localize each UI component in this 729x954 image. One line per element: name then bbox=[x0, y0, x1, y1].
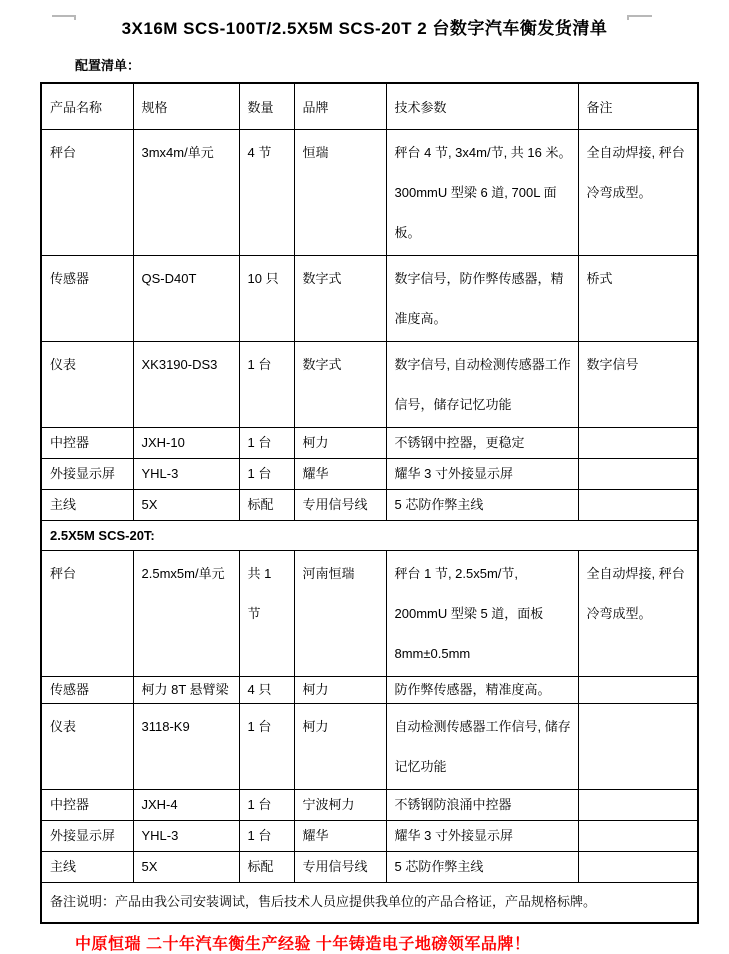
brand-cell: 恒瑞 bbox=[294, 129, 386, 255]
remarks-cell bbox=[578, 676, 698, 703]
spec-cell: 5X bbox=[133, 851, 239, 882]
header-quantity: 数量 bbox=[239, 83, 294, 129]
brand-cell: 河南恒瑞 bbox=[294, 550, 386, 676]
config-list-label: 配置清单： bbox=[75, 58, 141, 73]
table-row bbox=[41, 341, 698, 427]
document-title: 3X16M SCS-100T/2.5X5M SCS-20T 2 台数字汽车衡发货清单 bbox=[121, 19, 608, 38]
page-margin-mark-left bbox=[52, 15, 76, 20]
header-tech-params: 技术参数 bbox=[386, 83, 578, 129]
remarks-cell bbox=[578, 489, 698, 520]
quantity-cell: 1 台 bbox=[239, 789, 294, 820]
product-name-cell: 外接显示屏 bbox=[41, 820, 133, 851]
quantity-cell: 4 只 bbox=[239, 676, 294, 703]
brand-cell: 耀华 bbox=[294, 820, 386, 851]
table-row bbox=[41, 703, 698, 789]
table-row bbox=[41, 458, 698, 489]
product-name-cell: 中控器 bbox=[41, 427, 133, 458]
spec-cell: 3mx4m/单元 bbox=[133, 129, 239, 255]
brand-slogan: 中原恒瑞 二十年汽车衡生产经验 十年铸造电子地磅领军品牌！ bbox=[75, 936, 531, 953]
spec-cell: XK3190-DS3 bbox=[133, 341, 239, 427]
spec-cell: 2.5mx5m/单元 bbox=[133, 550, 239, 676]
quantity-cell: 1 台 bbox=[239, 820, 294, 851]
brand-cell: 数字式 bbox=[294, 255, 386, 341]
product-name-cell: 仪表 bbox=[41, 703, 133, 789]
header-brand: 品牌 bbox=[294, 83, 386, 129]
product-name-cell: 主线 bbox=[41, 851, 133, 882]
tech-params-cell: 秤台 1 节, 2.5x5m/节, 200mmU 型梁 5 道，面板 8mm±0.5mm bbox=[386, 550, 578, 676]
brand-cell: 数字式 bbox=[294, 341, 386, 427]
quantity-cell: 共 1 节 bbox=[239, 550, 294, 676]
spec-cell: QS-D40T bbox=[133, 255, 239, 341]
product-name-cell: 主线 bbox=[41, 489, 133, 520]
table-row bbox=[41, 427, 698, 458]
product-name-cell: 秤台 bbox=[41, 550, 133, 676]
quantity-cell: 1 台 bbox=[239, 458, 294, 489]
tech-params-cell: 数字信号，防作弊传感器，精准度高。 bbox=[386, 255, 578, 341]
quantity-cell: 标配 bbox=[239, 851, 294, 882]
tech-params-cell: 耀华 3 寸外接显示屏 bbox=[386, 820, 578, 851]
table-row bbox=[41, 676, 698, 703]
brand-cell: 耀华 bbox=[294, 458, 386, 489]
remarks-cell bbox=[578, 851, 698, 882]
header-product-name: 产品名称 bbox=[41, 83, 133, 129]
remarks-cell: 全自动焊接, 秤台冷弯成型。 bbox=[578, 550, 698, 676]
tech-params-cell: 5 芯防作弊主线 bbox=[386, 489, 578, 520]
table-row bbox=[41, 129, 698, 255]
brand-cell: 柯力 bbox=[294, 703, 386, 789]
remarks-cell bbox=[578, 458, 698, 489]
spec-cell: YHL-3 bbox=[133, 820, 239, 851]
spec-cell: JXH-4 bbox=[133, 789, 239, 820]
remarks-cell: 桥式 bbox=[578, 255, 698, 341]
footer-note-row bbox=[41, 882, 698, 923]
product-name-cell: 外接显示屏 bbox=[41, 458, 133, 489]
spec-cell: 柯力 8T 悬臂梁 bbox=[133, 676, 239, 703]
spec-cell: JXH-10 bbox=[133, 427, 239, 458]
remarks-cell: 数字信号 bbox=[578, 341, 698, 427]
table-header-row bbox=[41, 83, 698, 129]
brand-cell: 专用信号线 bbox=[294, 489, 386, 520]
tech-params-cell: 不锈钢防浪涌中控器 bbox=[386, 789, 578, 820]
footer-note: 备注说明：产品由我公司安装调试，售后技术人员应提供我单位的产品合格证，产品规格标牌。 bbox=[41, 882, 698, 923]
quantity-cell: 1 台 bbox=[239, 341, 294, 427]
tech-params-cell: 秤台 4 节, 3x4m/节, 共 16 米。300mmU 型梁 6 道, 700L 面板。 bbox=[386, 129, 578, 255]
spec-cell: 3118-K9 bbox=[133, 703, 239, 789]
brand-cell: 柯力 bbox=[294, 676, 386, 703]
spec-cell: 5X bbox=[133, 489, 239, 520]
brand-cell: 柯力 bbox=[294, 427, 386, 458]
brand-cell: 宁波柯力 bbox=[294, 789, 386, 820]
remarks-cell bbox=[578, 703, 698, 789]
quantity-cell: 1 台 bbox=[239, 703, 294, 789]
quantity-cell: 1 台 bbox=[239, 427, 294, 458]
table-row bbox=[41, 489, 698, 520]
section-header-label: 2.5X5M SCS-20T: bbox=[41, 520, 698, 550]
table-row bbox=[41, 789, 698, 820]
spec-cell: YHL-3 bbox=[133, 458, 239, 489]
table-row bbox=[41, 255, 698, 341]
header-remarks: 备注 bbox=[578, 83, 698, 129]
product-name-cell: 秤台 bbox=[41, 129, 133, 255]
shipping-list-table bbox=[40, 82, 699, 924]
tech-params-cell: 5 芯防作弊主线 bbox=[386, 851, 578, 882]
brand-cell: 专用信号线 bbox=[294, 851, 386, 882]
quantity-cell: 4 节 bbox=[239, 129, 294, 255]
quantity-cell: 10 只 bbox=[239, 255, 294, 341]
quantity-cell: 标配 bbox=[239, 489, 294, 520]
table-row bbox=[41, 820, 698, 851]
section-header-row bbox=[41, 520, 698, 550]
remarks-cell: 全自动焊接, 秤台冷弯成型。 bbox=[578, 129, 698, 255]
tech-params-cell: 自动检测传感器工作信号, 储存记忆功能 bbox=[386, 703, 578, 789]
tech-params-cell: 耀华 3 寸外接显示屏 bbox=[386, 458, 578, 489]
table-row bbox=[41, 550, 698, 676]
product-name-cell: 传感器 bbox=[41, 255, 133, 341]
remarks-cell bbox=[578, 789, 698, 820]
remarks-cell bbox=[578, 820, 698, 851]
tech-params-cell: 数字信号, 自动检测传感器工作信号，储存记忆功能 bbox=[386, 341, 578, 427]
product-name-cell: 仪表 bbox=[41, 341, 133, 427]
product-name-cell: 中控器 bbox=[41, 789, 133, 820]
header-spec: 规格 bbox=[133, 83, 239, 129]
product-name-cell: 传感器 bbox=[41, 676, 133, 703]
tech-params-cell: 不锈钢中控器，更稳定 bbox=[386, 427, 578, 458]
page-margin-mark-right bbox=[627, 15, 652, 20]
tech-params-cell: 防作弊传感器，精准度高。 bbox=[386, 676, 578, 703]
remarks-cell bbox=[578, 427, 698, 458]
table-row bbox=[41, 851, 698, 882]
